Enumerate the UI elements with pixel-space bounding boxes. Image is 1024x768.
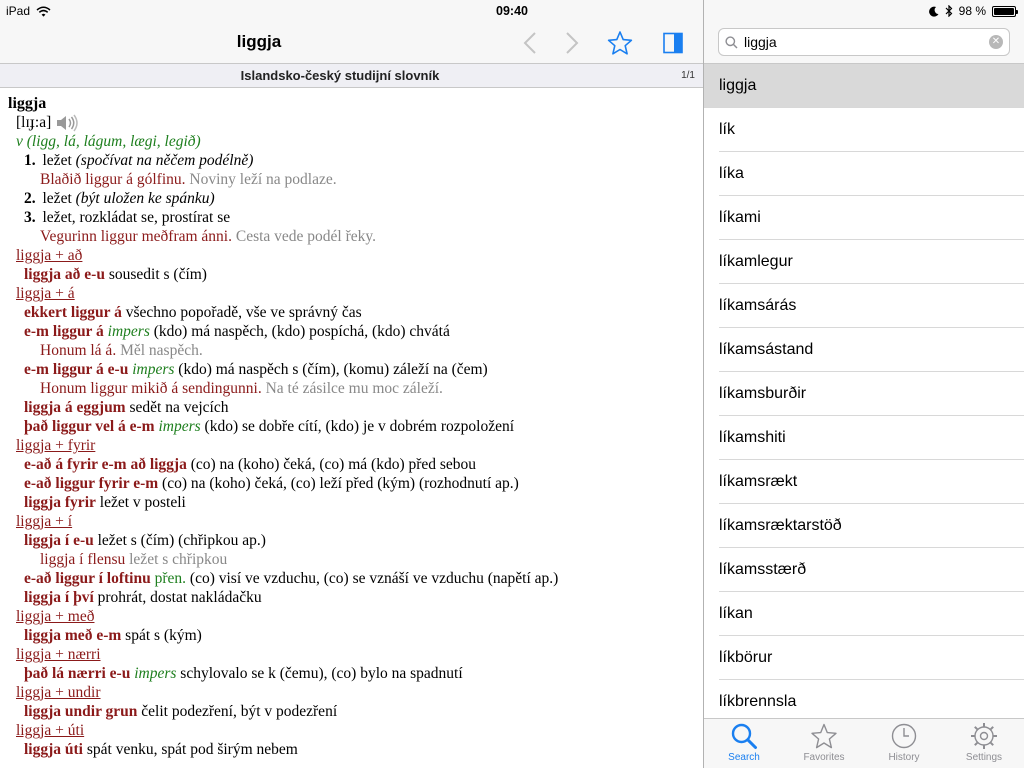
word-list-item[interactable]: líkamshiti [704,416,1024,460]
dictionary-name: Islandsko-český studijní slovník [240,68,440,83]
word-list-item[interactable]: líkbrennsla [704,680,1024,718]
word-list-item[interactable]: líkamsburðir [704,372,1024,416]
search-icon [730,722,758,750]
search-pane [704,0,1024,768]
phrase: e-að á fyrir e-m að liggja (co) na (koho) čeká, (co) má (kdo) před sebou [24,456,477,473]
bluetooth-icon [945,5,953,17]
word-list-item[interactable]: líkan [704,592,1024,636]
tab-label: Favorites [803,752,845,763]
moon-icon [929,6,939,17]
phrase: ekkert liggur á všechno popořadě, vše ve správný čas [24,304,362,321]
speaker-icon[interactable] [55,114,79,132]
pronunciation: [lɪɟ:a] [16,114,52,131]
word-list-item[interactable]: lík [704,108,1024,152]
tab-search[interactable] [704,719,784,768]
headword: liggja [8,95,47,112]
device-name: iPad [6,4,31,18]
back-button[interactable] [515,28,545,58]
sense: 3. ležet, rozkládat se, prostírat se [24,209,231,226]
chevron-right-icon [565,31,579,55]
search-input[interactable] [744,34,989,50]
phrase: liggja undir grun čelit podezření, být v podezření [24,703,338,720]
clock: 09:40 [496,4,528,18]
clear-search-icon[interactable]: ✕ [989,35,1003,49]
word-list-item[interactable]: líkbörur [704,636,1024,680]
phrase: það lá nærri e-u impers schylovalo se k (čemu), (co) bylo na spadnutí [24,665,463,682]
battery-icon [992,6,1016,17]
tab-favorites[interactable] [784,719,864,768]
tab-label: History [888,752,920,763]
phrase-link[interactable]: liggja + að [16,247,83,264]
star-icon [810,722,838,750]
example: Blaðið liggur á gólfinu. Noviny leží na podlaze. [40,171,337,188]
tab-bar [704,718,1024,768]
phrase: það liggur vel á e-m impers (kdo) se dobře cítí, (kdo) je v dobrém rozpoložení [24,418,515,435]
phrase: liggja með e-m spát s (kým) [24,627,202,644]
sense: 1. ležet (spočívat na něčem podélně) [24,152,254,169]
phrase-link[interactable]: liggja + undir [16,684,101,701]
word-list-item[interactable]: líka [704,152,1024,196]
clock-icon [890,722,918,750]
phrase: e-að liggur fyrir e-m (co) na (koho) čeká, (co) leží před (kým) (rozhodnutí ap.) [24,475,519,492]
phrase-link[interactable]: liggja + úti [16,722,85,739]
tab-label: Search [728,752,760,763]
word-list-item[interactable]: líkami [704,196,1024,240]
phrase-link[interactable]: liggja + í [16,513,73,530]
phrase: e-m liggur á impers (kdo) má naspěch, (kdo) pospíchá, (kdo) chvátá [24,323,450,340]
status-bar [0,0,1024,22]
word-list-item[interactable]: liggja [704,64,1024,108]
phrase: liggja í e-u ležet s (čím) (chřipkou ap.) [24,532,266,549]
page-indicator: 1/1 [681,70,695,81]
phrase-link[interactable]: liggja + nærri [16,646,101,663]
example: Vegurinn liggur meðfram ánni. Cesta vede podél řeky. [40,228,377,245]
gear-icon [970,722,998,750]
tab-history[interactable] [864,719,944,768]
pronunciation-row [8,113,695,132]
sidebar-toggle-button[interactable] [658,28,688,58]
phrase-link[interactable]: liggja + fyrir [16,437,96,454]
phrase: e-m liggur á e-u impers (kdo) má naspěch s (čím), (komu) záleží na (čem) [24,361,488,378]
phrase: liggja að e-u sousedit s (čím) [24,266,207,283]
dictionary-header [0,64,703,88]
tab-settings[interactable] [944,719,1024,768]
star-icon [607,30,633,56]
word-list-item[interactable]: líkamsástand [704,328,1024,372]
forward-button[interactable] [557,28,587,58]
phrase: liggja á eggjum sedět na vejcích [24,399,229,416]
word-list-item[interactable]: líkamsræktarstöð [704,504,1024,548]
search-icon [725,36,738,49]
tab-label: Settings [965,752,1003,763]
example: Honum liggur mikið á sendingunni. Na té zásilce mu moc záleží. [40,380,443,397]
dictionary-entry [0,90,703,768]
word-list-item[interactable]: líkamsstærð [704,548,1024,592]
example: liggja í flensu ležet s chřipkou [40,551,228,568]
grammar-info: v (ligg, lá, lágum, lægi, legið) [16,133,201,150]
sidebar-icon [662,32,684,54]
word-list [704,64,1024,718]
phrase: liggja úti spát venku, spát pod širým nebem [24,741,298,758]
battery-level [994,8,1014,15]
favorite-button[interactable] [605,28,635,58]
phrase-link[interactable]: liggja + með [16,608,95,625]
example: Honum lá á. Měl naspěch. [40,342,203,359]
phrase-link[interactable]: liggja + á [16,285,75,302]
word-list-item[interactable]: líkamlegur [704,240,1024,284]
phrase: e-að liggur í loftinu přen. (co) visí ve vzduchu, (co) se vznáší ve vzduchu (napětí ap.) [24,570,559,587]
word-list-item[interactable]: líkamsrækt [704,460,1024,504]
battery-percent: 98 % [958,4,986,18]
search-box[interactable] [718,28,1010,56]
word-list-item[interactable]: líkamsárás [704,284,1024,328]
sense: 2. ležet (být uložen ke spánku) [24,190,215,207]
phrase: liggja í því prohrát, dostat nakládačku [24,589,262,606]
phrase: liggja fyrir ležet v posteli [24,494,186,511]
chevron-left-icon [523,31,537,55]
nav-title: liggja [236,32,282,51]
